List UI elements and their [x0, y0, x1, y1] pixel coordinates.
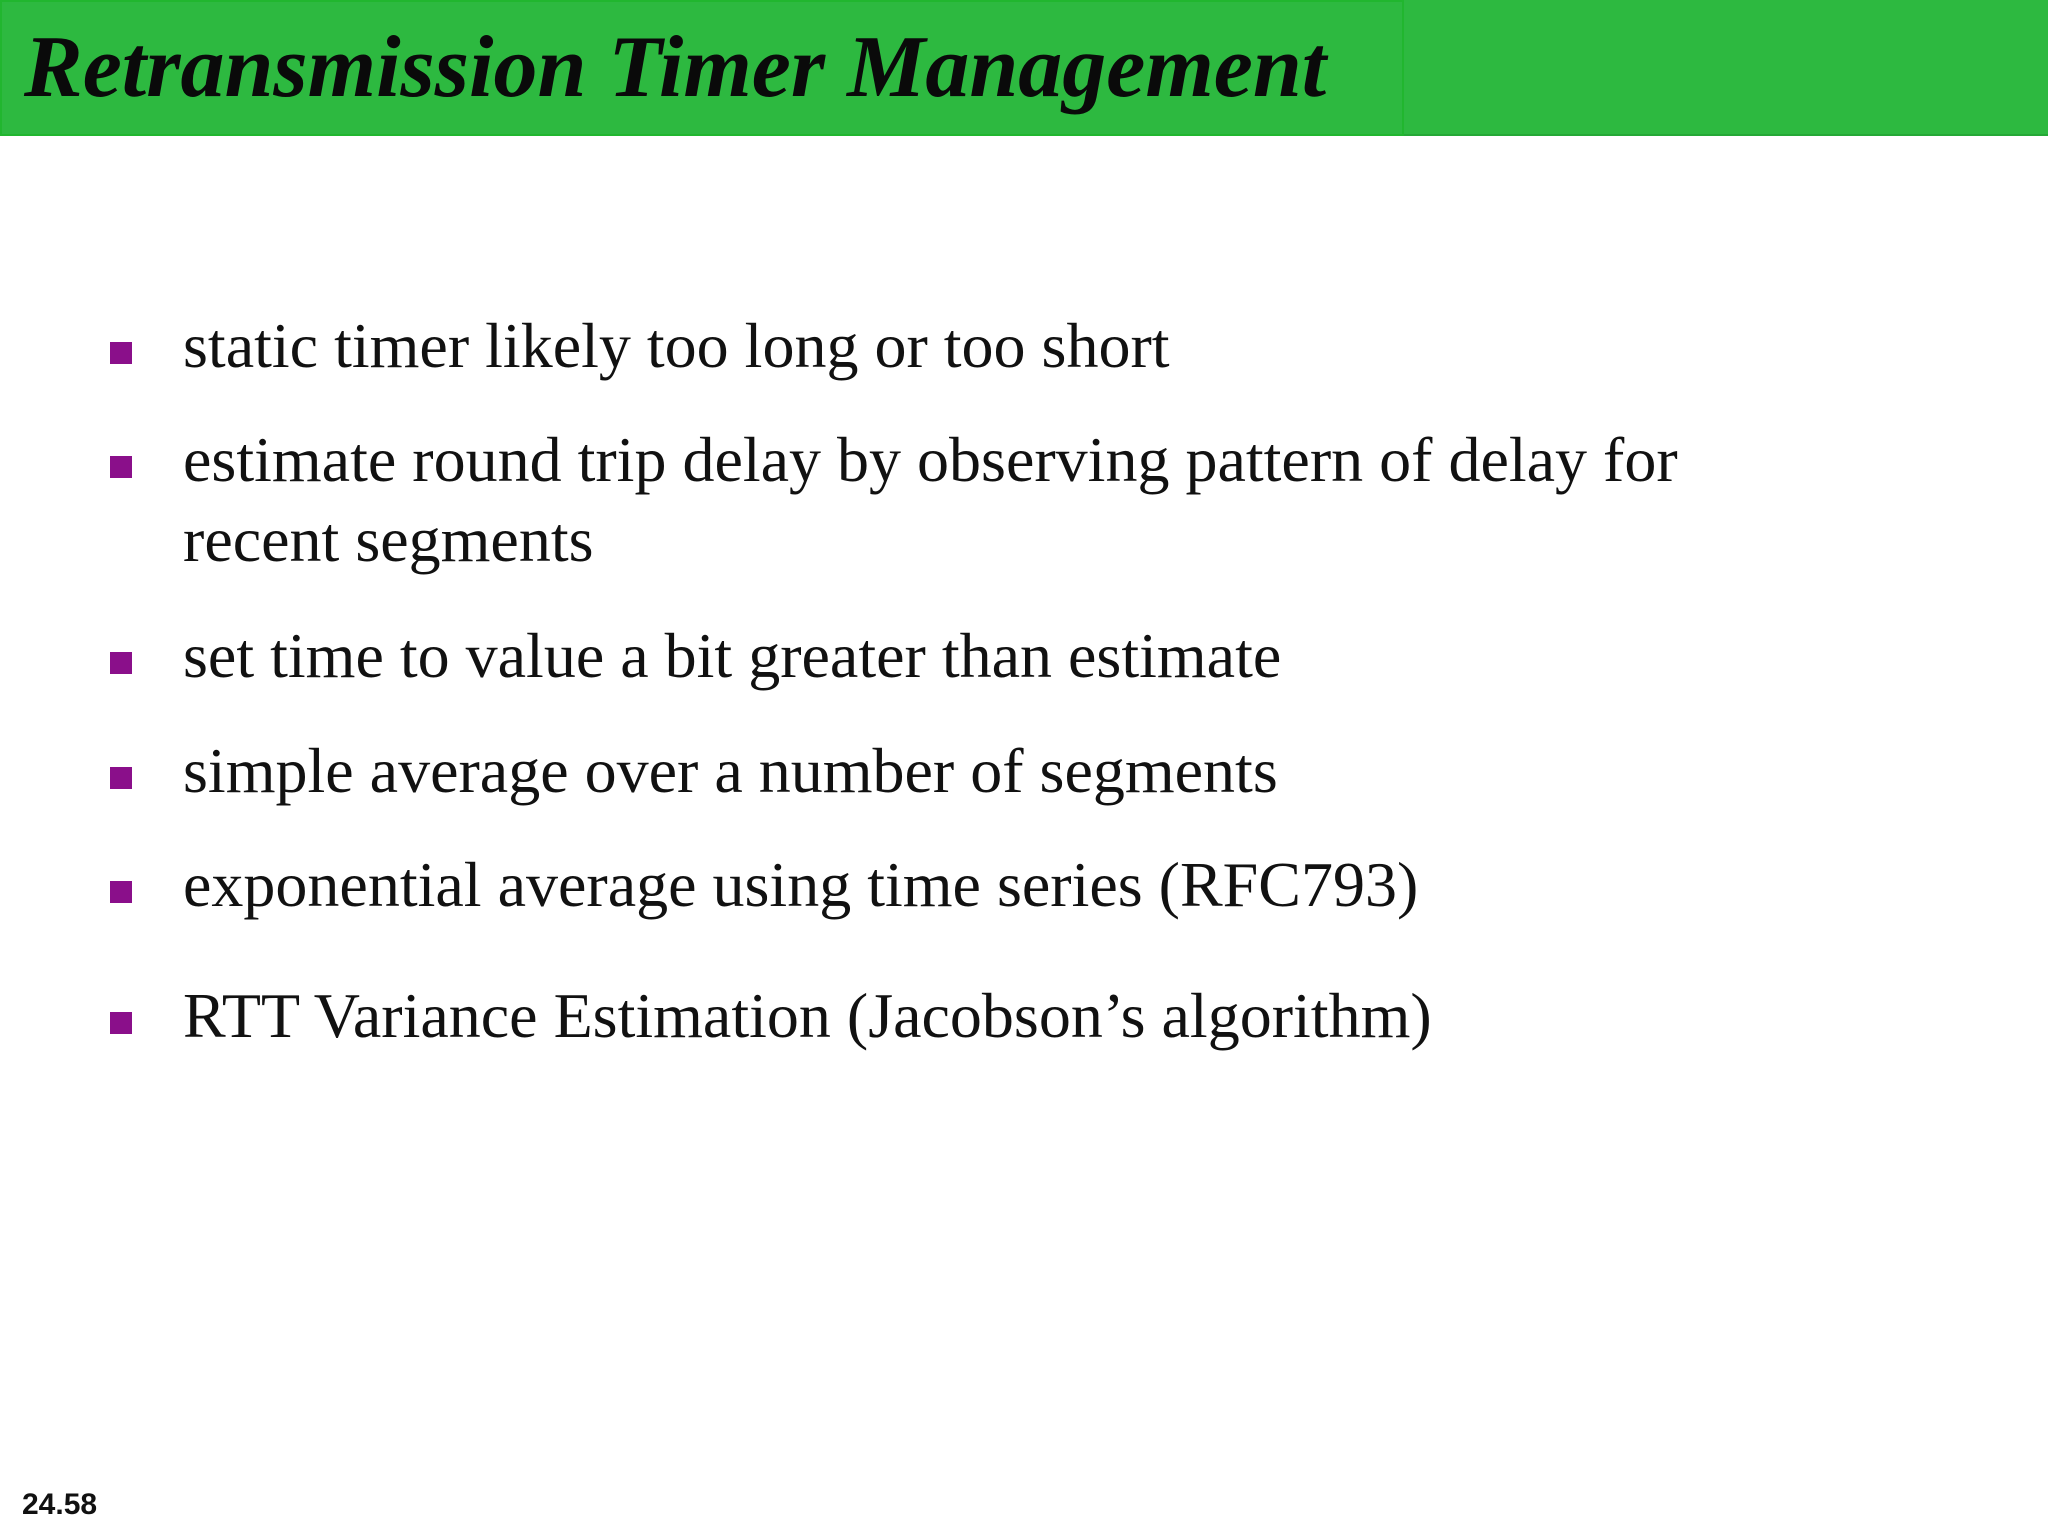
bullet-text: set time to value a bit greater than estimate: [183, 620, 1282, 691]
bullet-text: exponential average using time series (RFC793): [183, 849, 1419, 920]
bullet-text: RTT Variance Estimation (Jacobson’s algorithm): [183, 980, 1432, 1051]
bullet-text: estimate round trip delay by observing pattern of delay for recent segments: [183, 424, 1678, 575]
slide-number: 24.58: [22, 1488, 98, 1521]
bullet-square-icon: [110, 1012, 132, 1034]
bullet-square-icon: [110, 342, 132, 364]
bullet-square-icon: [110, 456, 132, 478]
bullet-square-icon: [110, 652, 132, 674]
bullet-text: simple average over a number of segments: [183, 735, 1278, 806]
bullet-square-icon: [110, 881, 132, 903]
bullet-text: static timer likely too long or too short: [183, 310, 1170, 381]
bullet-square-icon: [110, 767, 132, 789]
slide-title: Retransmission Timer Management: [24, 19, 1327, 116]
